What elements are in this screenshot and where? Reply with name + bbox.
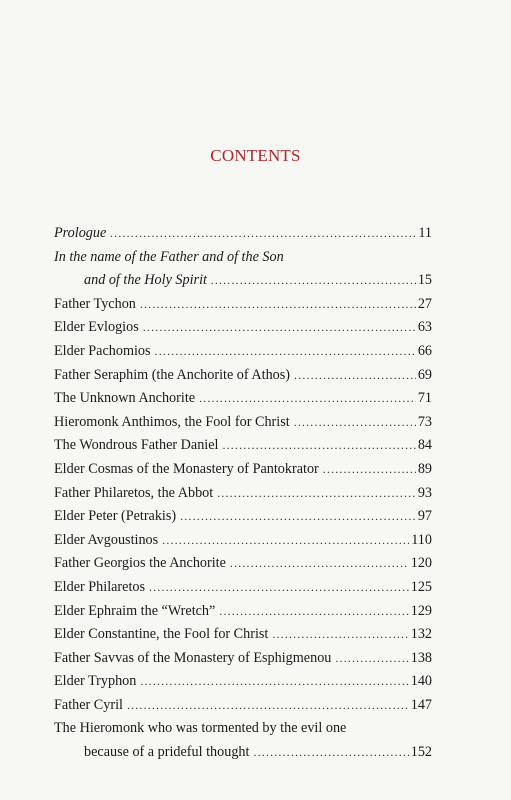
- toc-leader-dots: [149, 576, 409, 600]
- toc-leader-dots: [323, 458, 416, 482]
- toc-page-number: 147: [410, 696, 432, 713]
- toc-leader-dots: [253, 741, 408, 765]
- toc-leader-dots: [143, 316, 416, 340]
- toc-entry: [54, 316, 432, 340]
- toc-leader-dots: [272, 623, 408, 647]
- toc-entry: [54, 269, 432, 293]
- toc-page-number: 69: [417, 366, 432, 383]
- toc-entry-title: Elder Philaretos: [54, 578, 146, 595]
- toc-entry: [54, 434, 432, 458]
- toc-entry-title: Elder Constantine, the Fool for Christ: [54, 626, 269, 643]
- toc-page-number: 27: [417, 295, 432, 312]
- toc-entry: [54, 717, 432, 741]
- toc-entry-title: Elder Evlogios: [54, 319, 139, 336]
- toc-page-number: 125: [410, 578, 432, 595]
- toc-page-number: 93: [417, 484, 432, 501]
- toc-leader-dots: [162, 529, 409, 553]
- toc-page-number: 84: [417, 437, 432, 454]
- contents-heading: CONTENTS: [210, 146, 301, 165]
- toc-entry-title: Elder Pachomios: [54, 342, 151, 359]
- toc-entry-title: The Wondrous Father Daniel: [54, 437, 219, 454]
- toc-entry: [54, 600, 432, 624]
- toc-page-number: 152: [410, 744, 432, 761]
- toc-entry: [54, 694, 432, 718]
- toc-entry-title: Elder Peter (Petrakis): [54, 508, 177, 525]
- toc-leader-dots: [230, 552, 409, 576]
- toc-entry: [54, 458, 432, 482]
- toc-page-number: 63: [417, 319, 432, 336]
- toc-leader-dots: [219, 600, 408, 624]
- toc-page-number: 120: [410, 555, 432, 572]
- toc-entry-title: The Hieromonk who was tormented by the evil one: [54, 720, 347, 737]
- toc-page-number: 132: [410, 626, 432, 643]
- toc-page-number: 66: [417, 342, 432, 359]
- toc-leader-dots: [217, 482, 416, 506]
- toc-entry: [54, 246, 432, 270]
- toc-leader-dots: [294, 411, 416, 435]
- toc-entry-title: Elder Avgoustinos: [54, 531, 159, 548]
- toc-entry: [54, 670, 432, 694]
- toc-leader-dots: [140, 293, 416, 317]
- toc-leader-dots: [155, 340, 416, 364]
- toc-entry-title: In the name of the Father and of the Son: [54, 248, 284, 265]
- toc-entry: [54, 293, 432, 317]
- toc-page-number: 97: [417, 508, 432, 525]
- toc-leader-dots: [110, 222, 416, 246]
- toc-page-number: 73: [417, 413, 432, 430]
- toc-entry: [54, 576, 432, 600]
- toc-entry-title: Elder Ephraim the “Wretch”: [54, 602, 216, 619]
- toc-entry-title: and of the Holy Spirit: [84, 272, 207, 289]
- toc-entry-title: Father Cyril: [54, 696, 123, 713]
- toc-entry: [54, 411, 432, 435]
- toc-entry: [54, 505, 432, 529]
- toc-page-number: 129: [410, 602, 432, 619]
- toc-entry-title: Father Seraphim (the Anchorite of Athos): [54, 366, 291, 383]
- toc-entry: [54, 623, 432, 647]
- toc-entry: [54, 482, 432, 506]
- toc-entry-title: Father Tychon: [54, 295, 136, 312]
- toc-leader-dots: [180, 505, 416, 529]
- toc-entry: [54, 222, 432, 246]
- toc-leader-dots: [199, 387, 416, 411]
- toc-entry: [54, 647, 432, 671]
- toc-entry-title: Father Georgios the Anchorite: [54, 555, 226, 572]
- toc-entry-title: Hieromonk Anthimos, the Fool for Christ: [54, 413, 290, 430]
- toc-entry-title: Elder Cosmas of the Monastery of Pantokrator: [54, 460, 319, 477]
- toc-leader-dots: [335, 647, 408, 671]
- toc-entry: [54, 340, 432, 364]
- toc-page-number: 11: [418, 225, 432, 241]
- toc-page-number: 138: [410, 649, 432, 666]
- toc-page-number: 15: [417, 272, 432, 289]
- toc-leader-dots: [140, 670, 408, 694]
- toc-page-number: 140: [410, 673, 432, 690]
- toc-leader-dots: [211, 269, 416, 293]
- toc-entry-title: Prologue: [54, 225, 107, 241]
- toc-entry: [54, 387, 432, 411]
- toc-entry-title: Father Savvas of the Monastery of Esphigmenou: [54, 649, 332, 666]
- toc-entry-title: The Unknown Anchorite: [54, 390, 196, 407]
- toc-page-number: 110: [411, 531, 432, 548]
- toc-page-number: 71: [417, 390, 432, 407]
- toc-entry-title: Father Philaretos, the Abbot: [54, 484, 214, 501]
- toc-entry: [54, 552, 432, 576]
- toc-leader-dots: [294, 364, 416, 388]
- toc-leader-dots: [127, 694, 409, 718]
- toc-leader-dots: [222, 434, 415, 458]
- toc-entry: [54, 364, 432, 388]
- toc-entry-title: Elder Tryphon: [54, 673, 137, 690]
- toc-page-number: 89: [417, 460, 432, 477]
- toc-entry: [54, 529, 432, 553]
- toc-entry-title: because of a prideful thought: [84, 744, 250, 761]
- table-of-contents: [54, 222, 432, 765]
- toc-entry: [54, 741, 432, 765]
